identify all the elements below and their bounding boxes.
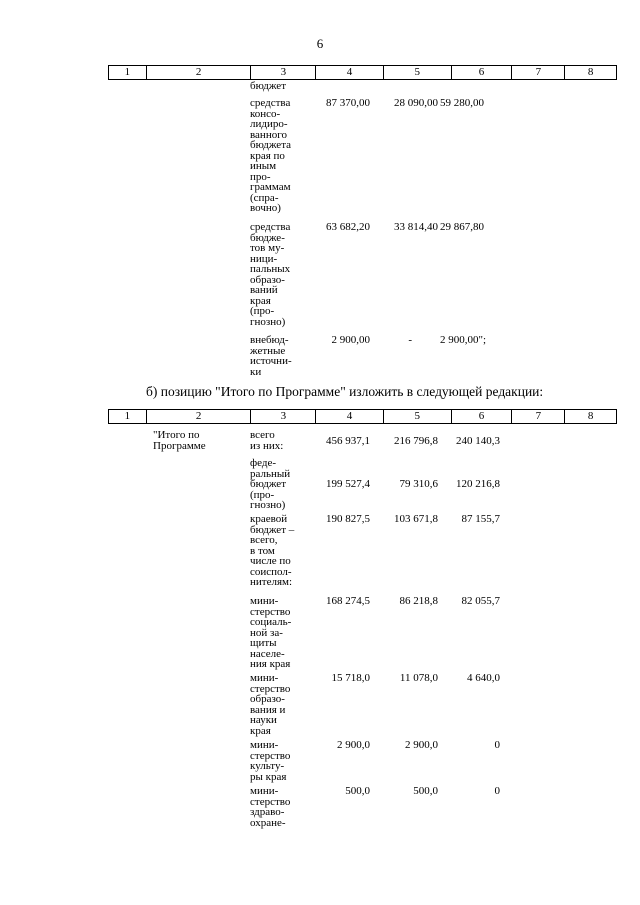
value-col4: 456 937,1 bbox=[326, 435, 370, 447]
value-col6: 2 900,00"; bbox=[440, 334, 487, 346]
header-cell: 8 bbox=[587, 410, 594, 422]
value-col5: 2 900,0 bbox=[405, 739, 438, 751]
value-col5: 11 078,0 bbox=[399, 672, 438, 684]
header-cell: 5 bbox=[384, 410, 452, 423]
row-name: бюджет bbox=[250, 80, 286, 92]
value-col6: 87 155,7 bbox=[461, 513, 500, 525]
value-col6: 120 216,8 bbox=[456, 478, 500, 490]
value-col4: 2 900,00 bbox=[331, 334, 370, 346]
value-col4: 190 827,5 bbox=[326, 513, 370, 525]
value-col5: 500,0 bbox=[413, 785, 438, 797]
header-cell: 4 bbox=[316, 410, 384, 423]
header-cell: 7 bbox=[512, 410, 565, 423]
value-col5: - bbox=[408, 334, 412, 346]
program-label: "Итого по Программе bbox=[153, 429, 206, 452]
row-name: мини- стерство здраво- охране- bbox=[250, 785, 291, 829]
value-col4: 168 274,5 bbox=[326, 595, 370, 607]
header-cell: 1 bbox=[109, 66, 147, 79]
header-cell: 2 bbox=[147, 410, 252, 423]
value-col4: 87 370,00 bbox=[326, 97, 370, 109]
value-col5: 216 796,8 bbox=[394, 435, 438, 447]
header-cell: 6 bbox=[452, 66, 513, 79]
row-name: мини- стерство культу- ры края bbox=[250, 739, 291, 783]
header-cell: 2 bbox=[147, 66, 252, 79]
row-name: средства консо- лидиро- ванного бюджета края по иным про- граммам (спра- вочно) bbox=[250, 97, 292, 214]
row-name: внебюд- жетные источни- ки bbox=[250, 334, 292, 378]
row-name: средства бюдже- тов му- ници- пальных образо- ваний края (про- гнозно) bbox=[250, 221, 291, 328]
table-header-bottom bbox=[108, 409, 617, 424]
header-cell: 5 bbox=[384, 66, 452, 79]
row-name: феде- ральный бюджет (про- гнозно) bbox=[250, 457, 291, 511]
header-cell: 4 bbox=[316, 66, 384, 79]
value-col6: 0 bbox=[494, 785, 500, 797]
amendment-paragraph: б) позицию "Итого по Программе" изложить в следующей редакции: bbox=[146, 384, 544, 399]
value-col4: 15 718,0 bbox=[331, 672, 370, 684]
table-header-top bbox=[108, 65, 617, 80]
row-name: мини- стерство социаль- ной за- щиты населе- ния края bbox=[250, 595, 292, 670]
value-col6: 29 867,80 bbox=[440, 221, 484, 233]
value-col5: 79 310,6 bbox=[399, 478, 438, 490]
value-col4: 500,0 bbox=[345, 785, 370, 797]
value-col6: 4 640,0 bbox=[467, 672, 500, 684]
value-col5: 28 090,00 bbox=[394, 97, 438, 109]
row-name: всего из них: bbox=[250, 429, 284, 452]
header-cell: 8 bbox=[587, 66, 594, 78]
header-cell: 1 bbox=[109, 410, 147, 423]
header-cell: 3 bbox=[251, 66, 316, 79]
value-col6: 82 055,7 bbox=[461, 595, 500, 607]
value-col5: 33 814,40 bbox=[394, 221, 438, 233]
row-name: краевой бюджет – всего, в том числе по соиспол- нителям: bbox=[250, 513, 295, 588]
page-number: 6 bbox=[316, 36, 324, 51]
header-cell: 7 bbox=[512, 66, 565, 79]
value-col4: 2 900,0 bbox=[337, 739, 370, 751]
value-col4: 63 682,20 bbox=[326, 221, 370, 233]
value-col6: 59 280,00 bbox=[440, 97, 484, 109]
value-col6: 0 bbox=[494, 739, 500, 751]
row-name: мини- стерство образо- вания и науки края bbox=[250, 672, 291, 737]
header-cell: 6 bbox=[452, 410, 513, 423]
value-col5: 103 671,8 bbox=[394, 513, 438, 525]
value-col5: 86 218,8 bbox=[399, 595, 438, 607]
header-cell: 3 bbox=[251, 410, 316, 423]
value-col4: 199 527,4 bbox=[326, 478, 370, 490]
value-col6: 240 140,3 bbox=[456, 435, 500, 447]
